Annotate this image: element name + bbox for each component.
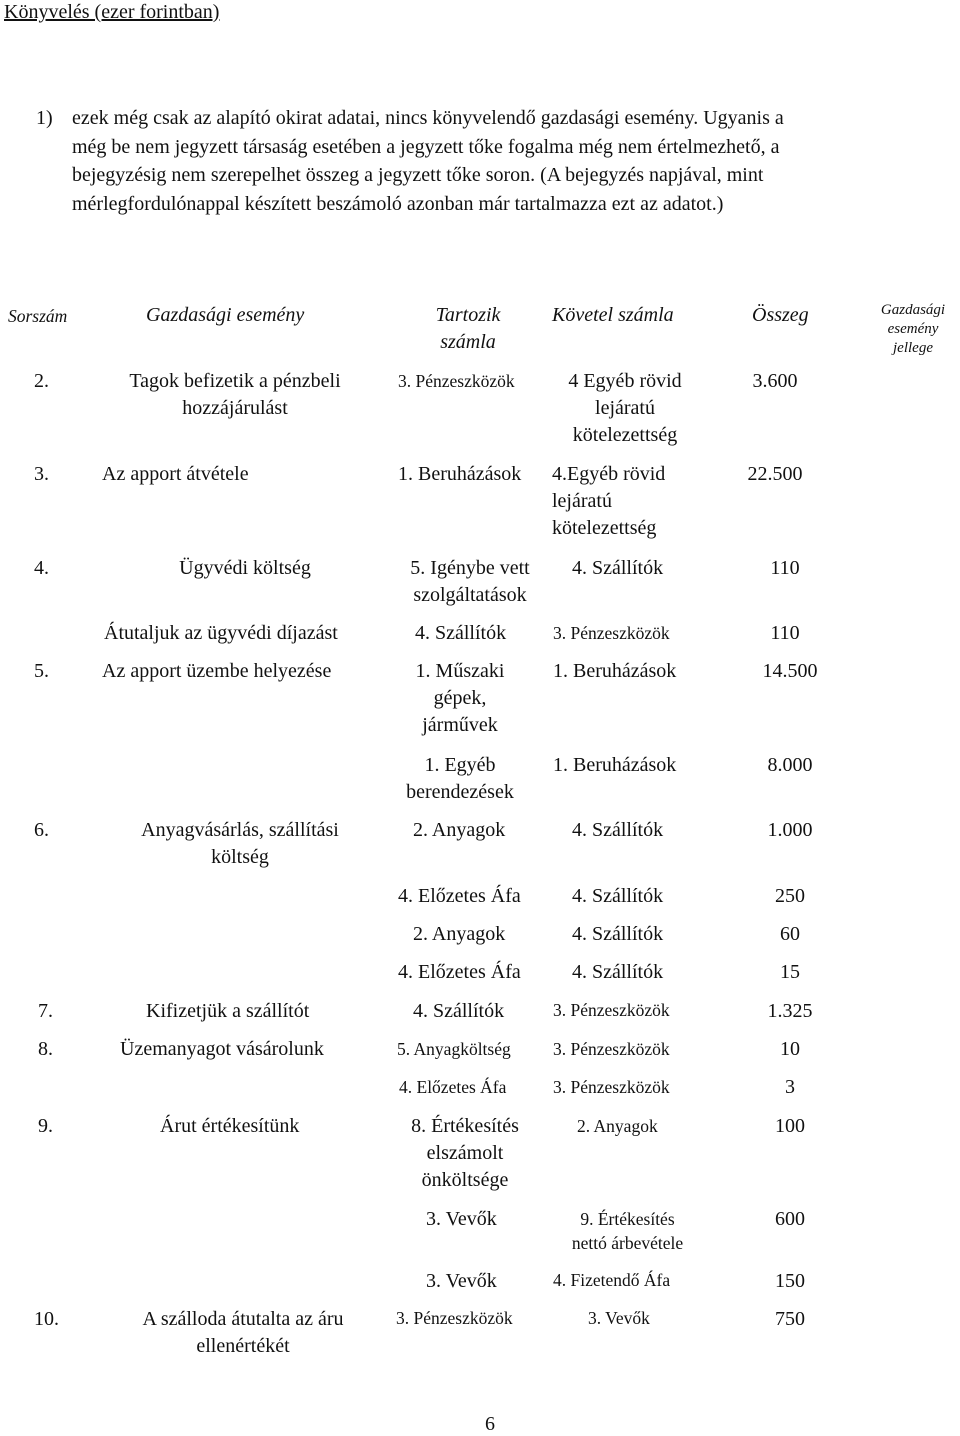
row-event-line: hozzájárulást bbox=[182, 397, 288, 419]
row-credit-line: lejáratú bbox=[552, 490, 612, 512]
row-debit-line: berendezések bbox=[406, 781, 514, 803]
row-number: 4. bbox=[34, 557, 49, 579]
intro-line: bejegyzésig nem szerepelhet összeg a jegyzett tőke soron. (A bejegyzés napjával, mint bbox=[72, 164, 764, 186]
row-amount: 8.000 bbox=[767, 754, 813, 776]
row-debit: 3. Vevők bbox=[426, 1270, 497, 1292]
row-debit: 4. Szállítók bbox=[413, 1000, 505, 1022]
row-event-line: Anyagvásárlás, szállítási bbox=[141, 819, 339, 841]
row-amount: 60 bbox=[780, 923, 800, 945]
header-jelleg-line: esemény bbox=[887, 321, 939, 337]
row-event: Árut értékesítünk bbox=[160, 1115, 300, 1137]
row-credit: 3. Vevők bbox=[588, 1308, 650, 1328]
row-event: Kifizetjük a szállítót bbox=[146, 1000, 310, 1022]
row-amount: 1.000 bbox=[767, 819, 813, 841]
header-osszeg: Összeg bbox=[752, 304, 809, 326]
row-event-line: ellenértékét bbox=[196, 1335, 290, 1357]
row-debit: 2. Anyagok bbox=[413, 819, 506, 841]
row-number: 8. bbox=[38, 1038, 53, 1060]
row-credit: 4. Fizetendő Áfa bbox=[553, 1270, 671, 1290]
row-credit-line: 9. Értékesítés bbox=[580, 1209, 675, 1229]
row-debit: 3. Pénzeszközök bbox=[396, 1308, 513, 1328]
intro-number: 1) bbox=[36, 107, 53, 129]
row-credit-line: kötelezettség bbox=[552, 517, 657, 539]
row-amount: 600 bbox=[775, 1208, 805, 1230]
row-credit: 3. Pénzeszközök bbox=[553, 623, 670, 643]
row-amount: 750 bbox=[775, 1308, 805, 1330]
row-number: 5. bbox=[34, 660, 49, 682]
row-amount: 10 bbox=[780, 1038, 800, 1060]
row-credit bbox=[552, 461, 665, 542]
row-amount: 15 bbox=[780, 961, 800, 983]
row-debit: 3. Pénzeszközök bbox=[398, 371, 515, 391]
row-credit: 4. Szállítók bbox=[572, 819, 664, 841]
row-credit: 4. Szállítók bbox=[572, 557, 664, 579]
intro-line: mérlegfordulónappal készített beszámoló azonban már tartalmazza ezt az adatot.) bbox=[72, 192, 724, 215]
row-credit: 4. Szállítók bbox=[572, 885, 664, 907]
row-debit bbox=[390, 658, 530, 739]
row-amount: 3.600 bbox=[752, 370, 798, 392]
row-event: Ügyvédi költség bbox=[179, 557, 311, 579]
header-jelleg bbox=[868, 301, 958, 358]
row-credit bbox=[545, 1207, 710, 1255]
row-credit: 3. Pénzeszközök bbox=[553, 1039, 670, 1059]
row-event: Üzemanyagot vásárolunk bbox=[120, 1038, 324, 1060]
row-number: 3. bbox=[34, 463, 49, 485]
row-credit-line: 4.Egyéb rövid bbox=[552, 463, 666, 485]
row-debit-line: 8. Értékesítés bbox=[411, 1115, 519, 1137]
row-debit-line: 1. Egyéb bbox=[424, 754, 496, 776]
row-credit: 3. Pénzeszközök bbox=[553, 1077, 670, 1097]
row-number: 6. bbox=[34, 819, 49, 841]
row-number: 7. bbox=[38, 1000, 53, 1022]
intro-line: még be nem jegyzett társaság esetében a jegyzett tőke fogalma még nem értelmezhető, a bbox=[72, 135, 780, 158]
intro-line: ezek még csak az alapító okirat adatai, nincs könyvelendő gazdasági esemény. Ugyanis a bbox=[72, 107, 784, 129]
row-credit bbox=[540, 368, 710, 449]
header-tartozik bbox=[398, 302, 538, 356]
row-event bbox=[110, 817, 370, 871]
document-title: Könyvelés (ezer forintban) bbox=[4, 1, 220, 23]
row-debit-line: járművek bbox=[422, 714, 498, 736]
row-event-line: Tagok befizetik a pénzbeli bbox=[129, 370, 341, 392]
row-event-line: A szálloda átutalta az áru bbox=[142, 1308, 344, 1330]
row-debit-line: szolgáltatások bbox=[413, 584, 527, 606]
header-kovetel: Követel számla bbox=[552, 304, 674, 326]
row-debit: 4. Előzetes Áfa bbox=[398, 961, 521, 983]
row-amount: 1.325 bbox=[767, 1000, 813, 1022]
row-debit: 4. Szállítók bbox=[415, 622, 507, 644]
header-sorszam: Sorszám bbox=[8, 306, 68, 326]
header-jelleg-line: Gazdasági bbox=[880, 302, 946, 318]
row-event bbox=[108, 1306, 378, 1360]
row-debit-line: 1. Műszaki bbox=[415, 660, 505, 682]
intro-paragraph bbox=[36, 104, 936, 218]
row-amount: 22.500 bbox=[747, 463, 803, 485]
row-event-line: költség bbox=[211, 846, 269, 868]
row-amount: 150 bbox=[775, 1270, 805, 1292]
row-debit: 2. Anyagok bbox=[413, 923, 506, 945]
row-debit: 3. Vevők bbox=[426, 1208, 497, 1230]
row-debit: 4. Előzetes Áfa bbox=[398, 885, 521, 907]
row-debit: 1. Beruházások bbox=[398, 463, 522, 485]
row-event: Az apport átvétele bbox=[102, 463, 249, 485]
row-credit: 1. Beruházások bbox=[553, 754, 677, 776]
header-jelleg-line: jellege bbox=[893, 340, 933, 356]
row-credit: 2. Anyagok bbox=[577, 1116, 658, 1136]
row-credit-line: nettó árbevétele bbox=[571, 1233, 684, 1253]
row-amount: 100 bbox=[775, 1115, 805, 1137]
row-amount: 110 bbox=[770, 557, 800, 579]
row-debit-line: 5. Igénybe vett bbox=[410, 557, 530, 579]
row-amount: 14.500 bbox=[762, 660, 818, 682]
header-tartozik-line: számla bbox=[440, 331, 496, 353]
row-debit: 5. Anyagköltség bbox=[397, 1039, 511, 1059]
row-credit: 1. Beruházások bbox=[553, 660, 677, 682]
row-credit: 4. Szállítók bbox=[572, 961, 664, 983]
row-debit bbox=[390, 752, 530, 806]
row-debit-line: gépek, bbox=[433, 687, 487, 709]
row-number: 9. bbox=[38, 1115, 53, 1137]
header-tartozik-line: Tartozik bbox=[435, 304, 501, 326]
row-number: 2. bbox=[34, 370, 49, 392]
page-number: 6 bbox=[485, 1413, 495, 1435]
row-debit bbox=[390, 555, 550, 609]
row-amount: 250 bbox=[775, 885, 805, 907]
row-debit: 4. Előzetes Áfa bbox=[399, 1077, 507, 1097]
header-esemeny: Gazdasági esemény bbox=[146, 304, 305, 326]
row-amount: 3 bbox=[785, 1076, 795, 1098]
row-event bbox=[100, 368, 370, 422]
row-credit-line: 4 Egyéb rövid bbox=[568, 370, 682, 392]
row-event: Az apport üzembe helyezése bbox=[102, 660, 332, 682]
row-debit-line: elszámolt bbox=[426, 1142, 504, 1164]
row-credit: 3. Pénzeszközök bbox=[553, 1000, 670, 1020]
row-amount: 110 bbox=[770, 622, 800, 644]
row-credit: 4. Szállítók bbox=[572, 923, 664, 945]
row-debit-line: önköltsége bbox=[421, 1169, 509, 1191]
row-event: Átutaljuk az ügyvédi díjazást bbox=[104, 622, 338, 644]
row-debit bbox=[390, 1113, 540, 1194]
row-number: 10. bbox=[34, 1308, 59, 1330]
row-credit-line: kötelezettség bbox=[572, 424, 678, 446]
row-credit-line: lejáratú bbox=[595, 397, 655, 419]
